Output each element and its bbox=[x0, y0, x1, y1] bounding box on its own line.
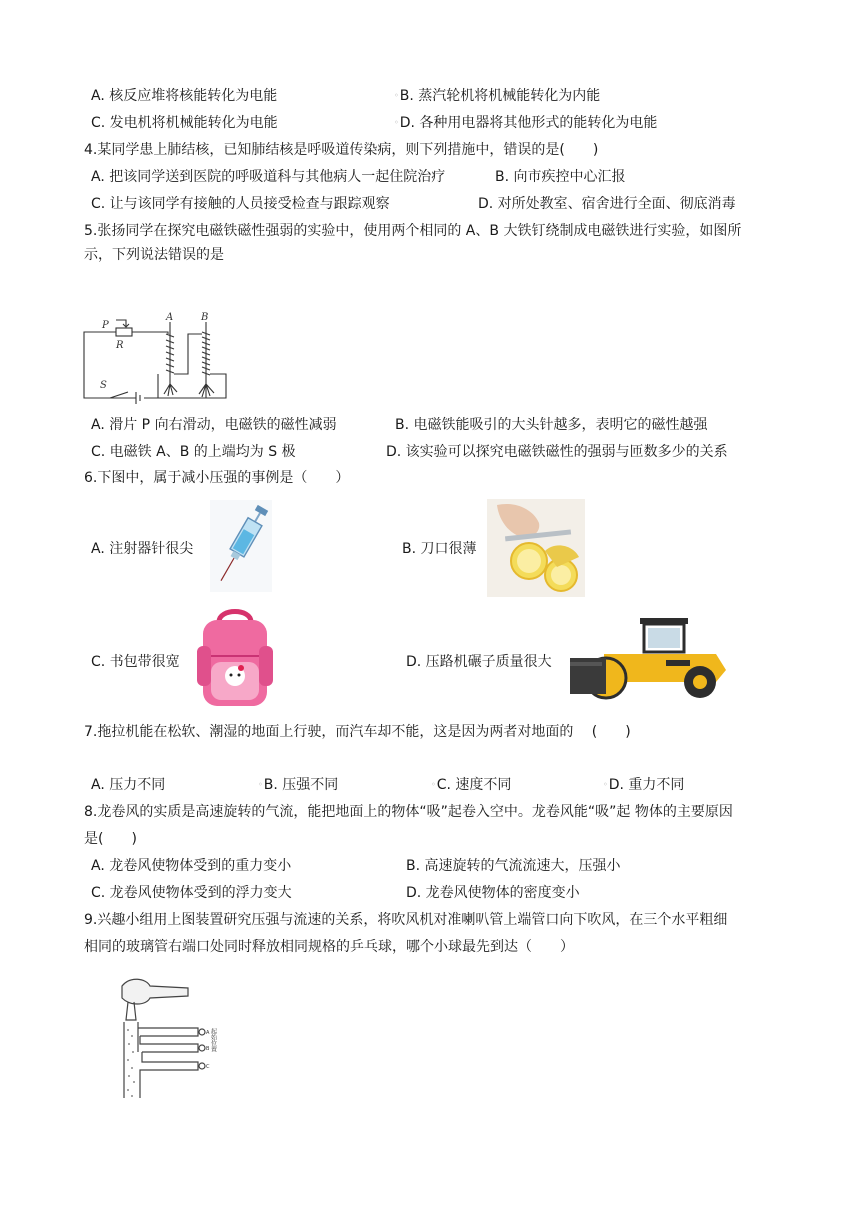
q8-option-c: C. 龙卷风使物体受到的浮力变大 bbox=[91, 885, 292, 901]
knife-lemon-image bbox=[487, 499, 585, 597]
q4-option-b: B. 向市疾控中心汇报 bbox=[495, 169, 626, 185]
q3-option-b: ◦B. 蒸汽轮机将机械能转化为内能 bbox=[394, 88, 601, 104]
label-r: R bbox=[116, 340, 124, 351]
q7-option-c: ◦C. 速度不同 bbox=[431, 777, 512, 793]
q6-stem: 6.下图中，属于减小压强的事例是（ ） bbox=[84, 470, 350, 486]
q6-option-a: A. 注射器针很尖 bbox=[91, 541, 194, 557]
ball-label-c: C bbox=[206, 1064, 210, 1070]
syringe-image bbox=[210, 500, 272, 592]
q6-option-b: B. 刀口很薄 bbox=[402, 541, 477, 557]
q5-option-c: C. 电磁铁 A、B 的上端均为 S 极 bbox=[91, 444, 296, 460]
q5-option-d: D. 该实验可以探究电磁铁磁性的强弱与匝数多少的关系 bbox=[386, 444, 728, 460]
q8-option-a: A. 龙卷风使物体受到的重力变小 bbox=[91, 858, 292, 874]
q8-stem-line1: 8.龙卷风的实质是高速旋转的气流，能把地面上的物体“吸”起卷入空中。龙卷风能“吸”起 物体的主要原因 bbox=[84, 804, 733, 820]
option-marker: ◦ bbox=[394, 91, 399, 100]
start-position-label: 起始位置 bbox=[209, 1028, 217, 1052]
q7-option-d: ◦D. 重力不同 bbox=[603, 777, 685, 793]
hair-dryer-tubes-figure bbox=[100, 972, 220, 1102]
q3-option-a: A. 核反应堆将核能转化为电能 bbox=[91, 88, 278, 104]
q8-option-b: B. 高速旋转的气流流速大，压强小 bbox=[406, 858, 621, 874]
q5-option-a: A. 滑片 P 向右滑动，电磁铁的磁性减弱 bbox=[91, 417, 337, 433]
q7-option-b: ◦B. 压强不同 bbox=[258, 777, 339, 793]
option-marker: ◦ bbox=[431, 780, 436, 789]
label-p: P bbox=[102, 320, 109, 331]
q3-option-d: ◦D. 各种用电器将其他形式的能转化为电能 bbox=[394, 115, 658, 131]
electromagnet-circuit-figure bbox=[80, 312, 240, 404]
q6-option-d: D. 压路机碾子质量很大 bbox=[406, 654, 552, 670]
q7-stem: 7.拖拉机能在松软、潮湿的地面上行驶，而汽车却不能，这是因为两者对地面的 ( ) bbox=[84, 724, 631, 740]
q4-option-c: C. 让与该同学有接触的人员接受检查与跟踪观察 bbox=[91, 196, 390, 212]
road-roller-image bbox=[566, 616, 734, 700]
q7-option-a: A. 压力不同 bbox=[91, 777, 166, 793]
q5-stem-line1: 5.张扬同学在探究电磁铁磁性强弱的实验中，使用两个相同的 A、B 大铁钉绕制成电磁铁进行实验，如图所 bbox=[84, 223, 742, 239]
q3-option-c: C. 发电机将机械能转化为电能 bbox=[91, 115, 278, 131]
q6-option-c: C. 书包带很宽 bbox=[91, 654, 180, 670]
label-b: B bbox=[201, 312, 209, 323]
option-marker: ◦ bbox=[258, 780, 263, 789]
option-marker: ◦ bbox=[603, 780, 608, 789]
q9-stem-line1: 9.兴趣小组用上图装置研究压强与流速的关系，将吹风机对准喇叭管上端管口向下吹风，在三个水平粗细 bbox=[84, 912, 728, 928]
q9-stem-line2: 相同的玻璃管右端口处同时释放相同规格的乒乓球，哪个小球最先到达（ ） bbox=[84, 939, 574, 955]
q5-stem-line2: 示，下列说法错误的是 bbox=[84, 247, 224, 263]
ball-label-a: A bbox=[206, 1030, 210, 1036]
q4-stem: 4.某同学患上肺结核，已知肺结核是呼吸道传染病，则下列措施中，错误的是( ) bbox=[84, 142, 599, 158]
q5-option-b: B. 电磁铁能吸引的大头针越多，表明它的磁性越强 bbox=[395, 417, 708, 433]
q8-stem-line2: 是( ) bbox=[84, 831, 137, 847]
q4-option-d: D. 对所处教室、宿舍进行全面、彻底消毒 bbox=[478, 196, 736, 212]
option-marker: ◦ bbox=[394, 118, 399, 127]
label-s: S bbox=[100, 380, 107, 391]
q8-option-d: D. 龙卷风使物体的密度变小 bbox=[406, 885, 580, 901]
label-a: A bbox=[166, 312, 174, 323]
q4-option-a: A. 把该同学送到医院的呼吸道科与其他病人一起住院治疗 bbox=[91, 169, 446, 185]
ball-label-b: B bbox=[206, 1046, 210, 1052]
backpack-image bbox=[193, 606, 277, 712]
